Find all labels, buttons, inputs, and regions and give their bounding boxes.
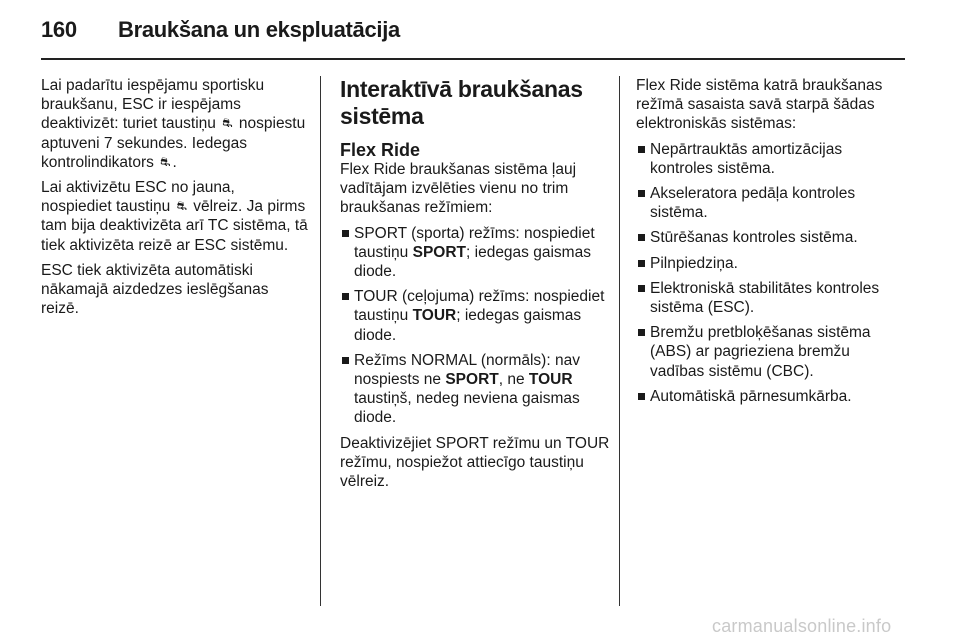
column-3 (636, 76, 906, 412)
column-2 (340, 76, 610, 497)
paragraph-flex-ride-intro: Flex Ride braukšanas sistēma ļauj vadītājam izvēlēties vienu no trim braukšanas režīmiem: (340, 161, 577, 217)
column-1 (41, 76, 309, 324)
text-fragment: TOUR (ceļojuma) režīms: nospiediet taustiņu (354, 288, 605, 325)
subheading-flex-ride: Flex Ride (340, 140, 421, 160)
tour-key-label: TOUR (528, 371, 573, 389)
heading-interactive-driving-system: Interaktīvā braukšanas sistēma (340, 76, 583, 129)
watermark: carmanualsonline.info (712, 616, 892, 636)
list-item: Akseleratora pedāļa kontroles sistēma. (636, 184, 906, 222)
list-item: Pilnpiedziņa. (636, 254, 906, 273)
paragraph-deactivate-modes: Deaktivizējiet SPORT režīmu un TOUR režīmu, nospiežot attiecīgo taustiņu vēlreiz. (340, 434, 610, 491)
car-skid-icon: ⛐ (176, 199, 187, 214)
paragraph-linked-systems-intro: Flex Ride sistēma katrā braukšanas režīmā sasaista savā starpā šādas elektroniskās sistēmas: (636, 77, 883, 133)
list-item: Bremžu pretbloķēšanas sistēma (ABS) ar pagrieziena bremžu vadības sistēmu (CBC). (636, 323, 906, 381)
paragraph-esc-auto: ESC tiek aktivizēta automātiski nākamajā aizdedzes ieslēgšanas reizē. (41, 261, 269, 318)
list-item: Elektroniskā stabilitātes kontroles sistēma (ESC). (636, 279, 906, 317)
text-fragment: Režīms NORMAL (normāls): nav nospiests ne (354, 351, 580, 389)
car-skid-indicator-icon: ⛐ (160, 154, 171, 169)
text-fragment: taustiņš, nedeg neviena gaismas diode. (354, 390, 580, 427)
text-fragment: SPORT (sporta) režīms: nospiediet taustiņu (354, 224, 595, 261)
sport-key-label: SPORT (412, 243, 467, 261)
text-fragment: vēlreiz. Ja pirms tam bija deaktivizēta arī TC sistēma, tā tiek aktivizēta reizē ar ESC sistēmu. (41, 198, 308, 254)
page-header (0, 0, 960, 64)
paragraph-esc-reactivate (41, 178, 309, 255)
page-number: 160 (41, 17, 77, 42)
text-fragment: ; iedegas gaismas diode. (354, 243, 591, 281)
text-fragment: , ne (498, 371, 529, 389)
text-fragment: nospiestu aptuveni 7 sekundes. Iedegas kontrolindikators (41, 115, 306, 171)
list-item-normal (340, 351, 610, 428)
list-item: Stūrēšanas kontroles sistēma. (636, 228, 906, 247)
column-divider (320, 76, 321, 606)
header-rule (41, 58, 905, 60)
sport-key-label: SPORT (445, 371, 499, 389)
linked-systems-list (636, 140, 906, 406)
driving-modes-list (340, 224, 610, 428)
text-fragment: . (172, 153, 177, 171)
paragraph-esc-deactivate (41, 76, 309, 172)
section-title: Braukšana un ekspluatācija (118, 17, 400, 42)
list-item: Nepārtrauktās amortizācijas kontroles sistēma. (636, 140, 906, 178)
list-item-tour (340, 287, 610, 345)
list-item-sport (340, 224, 610, 282)
text-fragment: Lai aktivizētu ESC no jauna, nospiediet taustiņu (41, 179, 235, 216)
text-fragment: Lai padarītu iespējamu sportisku braukšanu, ESC ir iespējams deaktivizēt: turiet taustiņu (41, 77, 265, 133)
text-fragment: ; iedegas gaismas diode. (354, 307, 582, 344)
tour-key-label: TOUR (412, 307, 457, 325)
car-skid-icon: ⛐ (222, 116, 233, 131)
column-divider (619, 76, 620, 606)
list-item: Automātiskā pārnesumkārba. (636, 387, 906, 406)
